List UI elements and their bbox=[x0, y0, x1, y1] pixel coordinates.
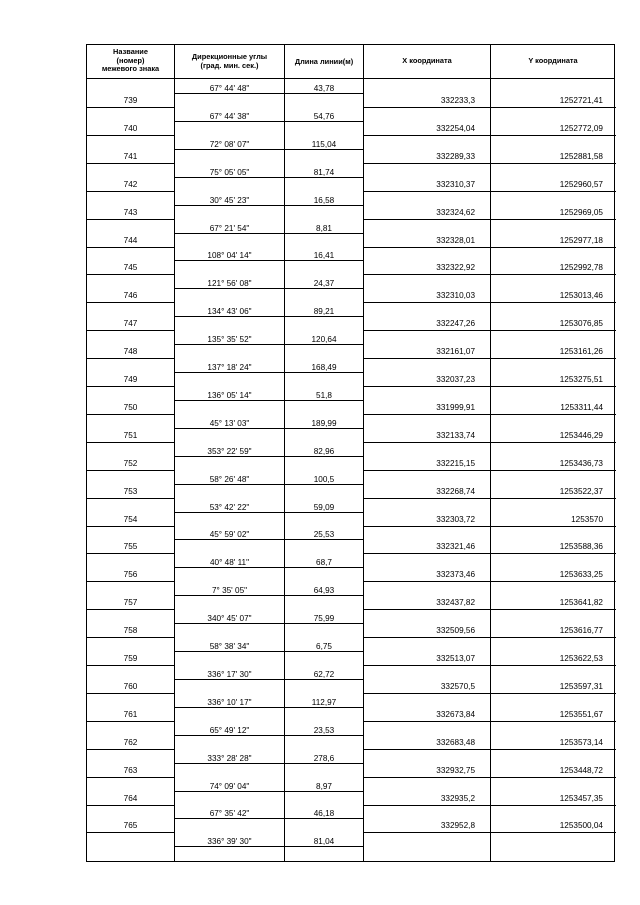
point-row-line bbox=[364, 693, 616, 694]
segment-row-line bbox=[175, 679, 363, 680]
x-coordinate: 332322,92 bbox=[436, 263, 475, 273]
direction-angle: 65° 49' 12" bbox=[209, 725, 250, 735]
direction-angle: 45° 59' 02" bbox=[209, 530, 250, 540]
marker-name: 759 bbox=[123, 654, 138, 663]
line-length: 89,21 bbox=[313, 307, 335, 317]
marker-name: 747 bbox=[123, 319, 138, 329]
header-y: Y координата bbox=[528, 56, 578, 65]
direction-angle: 108° 04' 14" bbox=[207, 251, 252, 261]
point-row-line bbox=[364, 832, 616, 833]
segment-row-line bbox=[175, 288, 363, 289]
line-length: 278,6 bbox=[313, 753, 335, 763]
x-coordinate: 332289,33 bbox=[436, 151, 475, 161]
point-row-line bbox=[87, 832, 175, 833]
point-row-line bbox=[87, 693, 175, 694]
point-row-line bbox=[87, 302, 175, 303]
marker-name: 740 bbox=[123, 123, 138, 133]
point-row-line bbox=[364, 247, 616, 248]
line-length: 64,93 bbox=[313, 586, 335, 596]
line-length: 189,99 bbox=[311, 418, 337, 428]
line-length: 115,04 bbox=[311, 139, 337, 149]
point-row-line bbox=[364, 777, 616, 778]
boundary-coordinates-table bbox=[86, 44, 615, 862]
segment-row-line bbox=[175, 707, 363, 708]
marker-name: 764 bbox=[123, 793, 138, 803]
line-length: 6,75 bbox=[316, 642, 332, 651]
point-row-line bbox=[364, 721, 616, 722]
point-row-line bbox=[87, 386, 175, 387]
line-length: 82,96 bbox=[313, 446, 335, 456]
marker-name: 754 bbox=[123, 514, 138, 524]
segment-row-line bbox=[175, 428, 363, 429]
y-coordinate: 1253588,36 bbox=[559, 542, 603, 552]
x-coordinate: 332328,01 bbox=[436, 235, 475, 245]
line-length: 168,49 bbox=[311, 363, 337, 372]
point-row-line bbox=[364, 414, 616, 415]
point-row-line bbox=[364, 163, 616, 164]
direction-angle: 67° 35' 42" bbox=[209, 809, 250, 819]
direction-angle: 58° 38' 34" bbox=[209, 642, 250, 651]
line-length: 62,72 bbox=[313, 669, 335, 679]
line-length: 25,53 bbox=[313, 530, 335, 540]
x-coordinate: 331999,91 bbox=[436, 402, 475, 412]
direction-angle: 7° 35' 05" bbox=[211, 586, 248, 596]
direction-angle: 45° 13' 03" bbox=[209, 418, 250, 428]
segment-row-line bbox=[175, 260, 363, 261]
point-row-line bbox=[87, 777, 175, 778]
point-row-line bbox=[87, 637, 175, 638]
point-row-line bbox=[364, 665, 616, 666]
direction-angle: 74° 09' 04" bbox=[209, 781, 250, 791]
direction-angle: 340° 45' 07" bbox=[207, 614, 252, 624]
marker-name: 742 bbox=[123, 179, 138, 189]
point-row-line bbox=[87, 609, 175, 610]
direction-angle: 67° 44' 48" bbox=[209, 84, 250, 93]
marker-name: 746 bbox=[123, 291, 138, 301]
marker-name: 752 bbox=[123, 458, 138, 468]
segment-row-line bbox=[175, 149, 363, 150]
y-coordinate: 1253570 bbox=[571, 514, 603, 524]
point-row-line bbox=[87, 442, 175, 443]
point-row-line bbox=[87, 553, 175, 554]
segment-row-line bbox=[175, 372, 363, 373]
segment-row-line bbox=[175, 205, 363, 206]
y-coordinate: 1253076,85 bbox=[559, 319, 603, 329]
direction-angle: 336° 10' 17" bbox=[207, 697, 252, 707]
header-angle: Дирекционные углы (град. мин. сек.) bbox=[191, 52, 268, 70]
point-row-line bbox=[364, 805, 616, 806]
point-row-line bbox=[87, 191, 175, 192]
line-length: 23,53 bbox=[313, 725, 335, 735]
direction-angle: 67° 21' 54" bbox=[209, 223, 250, 233]
point-row-line bbox=[364, 386, 616, 387]
direction-angle: 353° 22' 59" bbox=[207, 446, 252, 456]
point-row-line bbox=[87, 274, 175, 275]
marker-name: 765 bbox=[123, 821, 138, 831]
marker-name: 753 bbox=[123, 486, 138, 496]
line-length: 100,5 bbox=[313, 474, 335, 484]
point-row-line bbox=[364, 107, 616, 108]
y-coordinate: 1253641,82 bbox=[559, 598, 603, 608]
y-coordinate: 1252772,09 bbox=[559, 123, 603, 133]
direction-angle: 333° 28' 28" bbox=[207, 753, 252, 763]
marker-name: 741 bbox=[123, 151, 138, 161]
point-row-line bbox=[364, 274, 616, 275]
y-coordinate: 1252721,41 bbox=[559, 96, 603, 105]
y-coordinate: 1253311,44 bbox=[560, 402, 603, 412]
marker-name: 750 bbox=[123, 402, 138, 412]
segment-row-line bbox=[175, 177, 363, 178]
y-coordinate: 1253013,46 bbox=[559, 291, 603, 301]
point-row-line bbox=[87, 498, 175, 499]
y-coordinate: 1253616,77 bbox=[559, 626, 603, 636]
line-length: 51,8 bbox=[316, 390, 332, 400]
direction-angle: 30° 45' 23" bbox=[209, 195, 250, 205]
point-row-line bbox=[364, 219, 616, 220]
direction-angle: 134° 43' 06" bbox=[207, 307, 252, 317]
marker-name: 748 bbox=[123, 347, 138, 357]
line-length: 59,09 bbox=[313, 502, 335, 512]
point-row-line bbox=[364, 442, 616, 443]
x-coordinate: 332321,46 bbox=[436, 542, 475, 552]
segment-row-line bbox=[175, 651, 363, 652]
y-coordinate: 1253633,25 bbox=[559, 570, 603, 580]
line-length: 8,81 bbox=[316, 223, 332, 233]
point-row-line bbox=[87, 135, 175, 136]
marker-name: 756 bbox=[123, 570, 138, 580]
marker-name: 749 bbox=[123, 375, 138, 384]
y-coordinate: 1253446,29 bbox=[559, 430, 603, 440]
y-coordinate: 1252960,57 bbox=[559, 179, 603, 189]
x-coordinate: 332437,82 bbox=[436, 598, 475, 608]
line-length: 16,41 bbox=[313, 251, 335, 261]
direction-angle: 136° 05' 14" bbox=[207, 390, 252, 400]
x-coordinate: 332247,26 bbox=[436, 319, 475, 329]
segment-row-line bbox=[175, 539, 363, 540]
point-row-line bbox=[87, 749, 175, 750]
y-coordinate: 1253551,67 bbox=[559, 709, 603, 719]
point-row-line bbox=[364, 135, 616, 136]
direction-angle: 72° 08' 07" bbox=[209, 139, 250, 149]
y-coordinate: 1253573,14 bbox=[559, 737, 603, 747]
segment-row-line bbox=[175, 512, 363, 513]
point-row-line bbox=[87, 163, 175, 164]
y-coordinate: 1253161,26 bbox=[559, 347, 603, 357]
y-coordinate: 1252881,58 bbox=[559, 151, 603, 161]
x-coordinate: 332037,23 bbox=[436, 375, 475, 384]
y-coordinate: 1253275,51 bbox=[559, 375, 603, 384]
y-coordinate: 1253500,04 bbox=[559, 821, 603, 831]
marker-name: 761 bbox=[123, 709, 138, 719]
segment-row-line bbox=[175, 456, 363, 457]
line-length: 54,76 bbox=[313, 111, 335, 121]
marker-name: 745 bbox=[123, 263, 138, 273]
point-row-line bbox=[364, 637, 616, 638]
point-row-line bbox=[87, 721, 175, 722]
header-length: Длина линии(м) bbox=[294, 57, 354, 66]
direction-angle: 75° 05' 05" bbox=[209, 167, 250, 177]
segment-row-line bbox=[175, 623, 363, 624]
segment-row-line bbox=[175, 93, 363, 94]
line-length: 8,97 bbox=[316, 781, 332, 791]
marker-name: 760 bbox=[123, 681, 138, 691]
segment-row-line bbox=[175, 233, 363, 234]
segment-row-line bbox=[175, 400, 363, 401]
x-coordinate: 332509,56 bbox=[436, 626, 475, 636]
segment-row-line bbox=[175, 484, 363, 485]
point-row-line bbox=[364, 191, 616, 192]
direction-angle: 336° 39' 30" bbox=[207, 837, 252, 847]
point-row-line bbox=[364, 330, 616, 331]
segment-row-line bbox=[175, 735, 363, 736]
x-coordinate: 332932,75 bbox=[436, 765, 475, 775]
line-length: 46,18 bbox=[313, 809, 335, 819]
direction-angle: 58° 26' 48" bbox=[209, 474, 250, 484]
segment-row-line bbox=[175, 818, 363, 819]
segment-row-line bbox=[175, 121, 363, 122]
header-x: X координата bbox=[402, 56, 452, 65]
x-coordinate: 332133,74 bbox=[436, 430, 475, 440]
line-length: 112,97 bbox=[311, 697, 337, 707]
point-row-line bbox=[87, 330, 175, 331]
point-row-line bbox=[364, 749, 616, 750]
x-coordinate: 332303,72 bbox=[436, 514, 475, 524]
direction-angle: 67° 44' 38" bbox=[209, 111, 250, 121]
marker-name: 758 bbox=[123, 626, 138, 636]
y-coordinate: 1253597,31 bbox=[559, 681, 603, 691]
point-row-line bbox=[364, 470, 616, 471]
marker-name: 739 bbox=[123, 96, 138, 105]
x-coordinate: 332268,74 bbox=[436, 486, 475, 496]
marker-name: 743 bbox=[123, 207, 138, 217]
line-length: 16,58 bbox=[313, 195, 335, 205]
point-row-line bbox=[364, 358, 616, 359]
direction-angle: 121° 56' 08" bbox=[207, 279, 252, 289]
segment-row-line bbox=[175, 791, 363, 792]
point-row-line bbox=[87, 358, 175, 359]
header-name: Название (номер) межевого знака bbox=[101, 47, 160, 74]
direction-angle: 40° 48' 11" bbox=[209, 558, 249, 568]
line-length: 43,78 bbox=[313, 84, 335, 93]
marker-name: 755 bbox=[123, 542, 138, 552]
direction-angle: 137° 18' 24" bbox=[207, 363, 252, 372]
segment-row-line bbox=[175, 316, 363, 317]
segment-row-line bbox=[175, 567, 363, 568]
marker-name: 744 bbox=[123, 235, 138, 245]
x-coordinate: 332161,07 bbox=[436, 347, 475, 357]
y-coordinate: 1253522,37 bbox=[559, 486, 603, 496]
segment-row-line bbox=[175, 763, 363, 764]
x-coordinate: 332310,37 bbox=[436, 179, 475, 189]
point-row-line bbox=[87, 470, 175, 471]
line-length: 75,99 bbox=[313, 614, 335, 624]
point-row-line bbox=[364, 609, 616, 610]
marker-name: 763 bbox=[123, 765, 138, 775]
x-coordinate: 332683,48 bbox=[436, 737, 475, 747]
y-coordinate: 1253622,53 bbox=[559, 654, 603, 663]
point-row-line bbox=[364, 526, 616, 527]
line-length: 24,37 bbox=[313, 279, 335, 289]
direction-angle: 336° 17' 30" bbox=[207, 669, 252, 679]
line-length: 81,04 bbox=[313, 837, 335, 847]
line-length: 68,7 bbox=[316, 558, 332, 568]
point-row-line bbox=[364, 498, 616, 499]
point-row-line bbox=[87, 581, 175, 582]
marker-name: 751 bbox=[123, 430, 138, 440]
x-coordinate: 332324,62 bbox=[436, 207, 475, 217]
x-coordinate: 332935,2 bbox=[440, 793, 475, 803]
direction-angle: 53° 42' 22" bbox=[209, 502, 250, 512]
point-row-line bbox=[87, 247, 175, 248]
direction-angle: 135° 35' 52" bbox=[207, 335, 252, 345]
segment-row-line bbox=[175, 595, 363, 596]
marker-name: 762 bbox=[123, 737, 138, 747]
point-row-line bbox=[87, 805, 175, 806]
header-divider bbox=[87, 78, 614, 79]
x-coordinate: 332570,5 bbox=[440, 681, 475, 691]
point-row-line bbox=[87, 526, 175, 527]
point-row-line bbox=[87, 107, 175, 108]
point-row-line bbox=[87, 219, 175, 220]
point-row-line bbox=[87, 414, 175, 415]
x-coordinate: 332233,3 bbox=[440, 96, 475, 105]
y-coordinate: 1253457,35 bbox=[559, 793, 603, 803]
x-coordinate: 332952,8 bbox=[440, 821, 475, 831]
point-row-line bbox=[364, 581, 616, 582]
y-coordinate: 1252969,05 bbox=[559, 207, 603, 217]
point-row-line bbox=[87, 665, 175, 666]
segment-row-line bbox=[175, 846, 363, 847]
line-length: 81,74 bbox=[313, 167, 335, 177]
x-coordinate: 332673,84 bbox=[436, 709, 475, 719]
y-coordinate: 1253436,73 bbox=[559, 458, 603, 468]
segment-row-line bbox=[175, 344, 363, 345]
y-coordinate: 1253448,72 bbox=[559, 765, 603, 775]
x-coordinate: 332310,03 bbox=[436, 291, 475, 301]
marker-name: 757 bbox=[123, 598, 138, 608]
y-coordinate: 1252992,78 bbox=[559, 263, 603, 273]
x-coordinate: 332513,07 bbox=[436, 654, 475, 663]
x-coordinate: 332215,15 bbox=[436, 458, 475, 468]
point-row-line bbox=[364, 553, 616, 554]
line-length: 120,64 bbox=[311, 335, 337, 345]
point-row-line bbox=[364, 302, 616, 303]
x-coordinate: 332254,04 bbox=[436, 123, 475, 133]
y-coordinate: 1252977,18 bbox=[559, 235, 603, 245]
x-coordinate: 332373,46 bbox=[436, 570, 475, 580]
